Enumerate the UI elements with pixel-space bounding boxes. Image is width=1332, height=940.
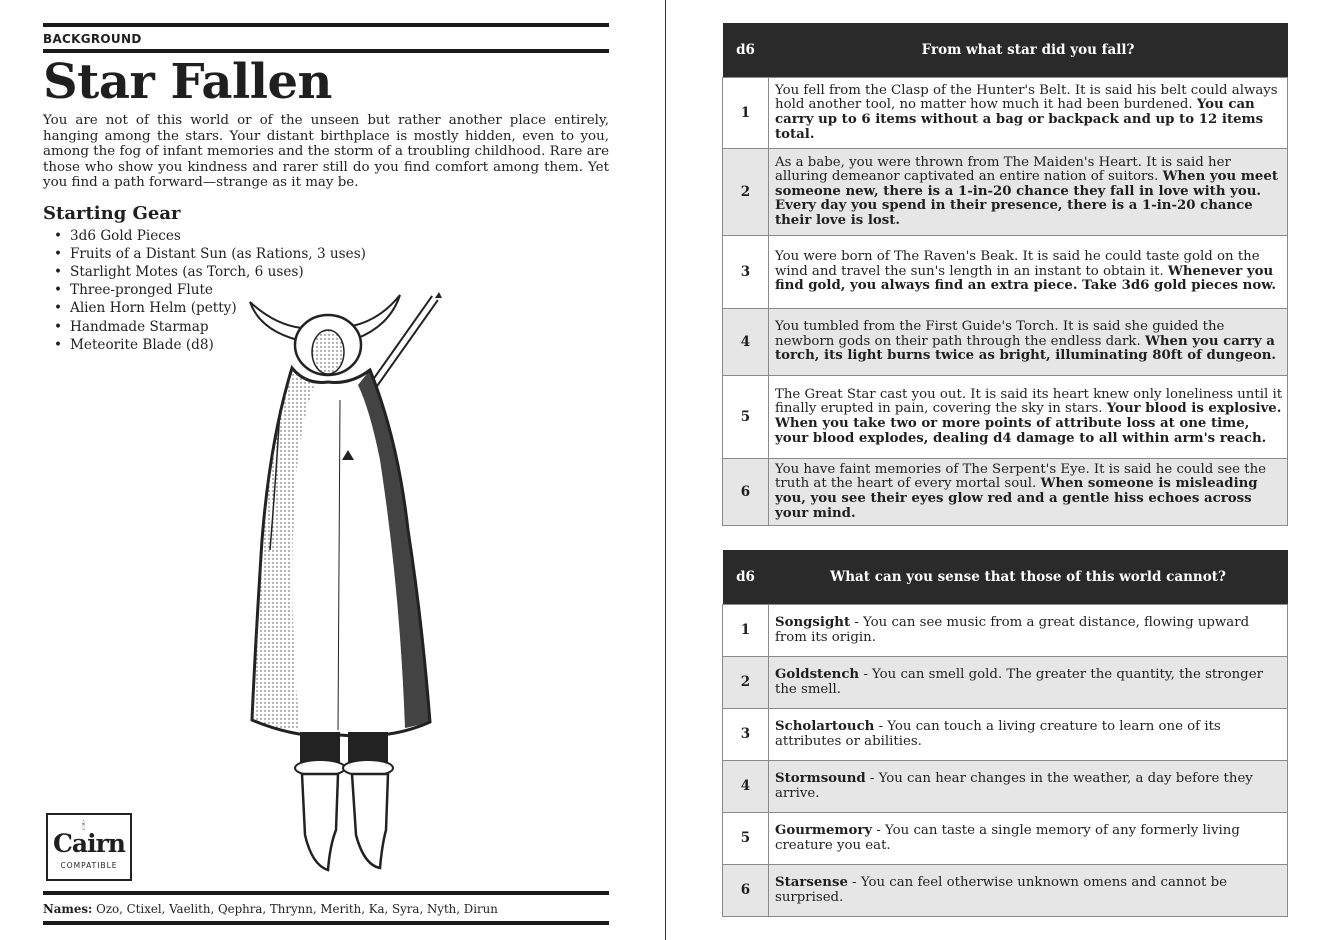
row-plain: The Great Star cast you out. It is said its heart knew only loneliness until it finally erupted in pain, covering the sky in stars. [775, 386, 1283, 417]
table-header [723, 550, 1288, 605]
table-header [723, 23, 1288, 78]
roll-number: 3 [723, 709, 769, 761]
table-row [723, 709, 1288, 761]
section-kicker: BACKGROUND [43, 32, 142, 46]
table-row [723, 865, 1288, 917]
row-plain: - You can see music from a great distance, flowing upward from its origin. [775, 614, 1250, 645]
names-bottom-rule [43, 921, 609, 925]
top-rule [43, 23, 609, 27]
gear-item: • Three-pronged Flute [54, 281, 609, 299]
gear-item: • 3d6 Gold Pieces [54, 227, 609, 245]
row-bold: When you meet someone new, there is a 1-in-20 chance they fall in love with you. Every day you spend in their presence, there is a 1-in-20 chance their love is lost. [775, 169, 1278, 228]
question-header: From what star did you fall? [769, 23, 1288, 78]
table-row [723, 813, 1288, 865]
row-text [769, 459, 1288, 526]
table-row [723, 761, 1288, 813]
cairn-compatible-logo [46, 813, 132, 881]
gear-item: • Handmade Starmap [54, 318, 609, 336]
names-line [43, 895, 609, 921]
row-bold: You can carry up to 6 items without a bag or backpack and up to 12 items total. [775, 97, 1264, 142]
roll-number: 2 [723, 149, 769, 236]
row-bold: When someone is misleading you, you see their eyes glow red and a gentle hiss echoes across your mind. [775, 476, 1258, 521]
row-bold: Whenever you find gold, you always find an extra piece. Take 3d6 gold pieces now. [775, 263, 1276, 294]
table-row [723, 236, 1288, 309]
roll-number: 5 [723, 376, 769, 459]
roll-number: 4 [723, 761, 769, 813]
table-row [723, 459, 1288, 526]
logo-word: Cairn [53, 829, 125, 858]
row-text [769, 78, 1288, 149]
star-origin-table [722, 23, 1288, 526]
sense-table [722, 550, 1288, 917]
row-text [769, 709, 1288, 761]
gear-item: • Alien Horn Helm (petty) [54, 299, 609, 317]
row-bold: Songsight [775, 614, 851, 630]
table-row [723, 309, 1288, 376]
gear-item: • Meteorite Blade (d8) [54, 336, 609, 354]
row-text [769, 657, 1288, 709]
names-list: Ozo, Ctixel, Vaelith, Qephra, Thrynn, Merith, Ka, Syra, Nyth, Dirun [96, 902, 498, 916]
roll-number: 5 [723, 813, 769, 865]
row-text [769, 309, 1288, 376]
row-text [769, 813, 1288, 865]
row-plain: You tumbled from the First Guide's Torch. It is said she guided the newborn gods on their path through the endless dark. [775, 319, 1225, 349]
roll-number: 6 [723, 865, 769, 917]
roll-number: 1 [723, 605, 769, 657]
row-plain: - You can feel otherwise unknown omens and cannot be surprised. [775, 874, 1228, 905]
table-row [723, 149, 1288, 236]
table-row [723, 376, 1288, 459]
die-header: d6 [723, 550, 769, 605]
row-plain: - You can touch a living creature to learn one of its attributes or abilities. [775, 718, 1221, 749]
gear-item: • Fruits of a Distant Sun (as Rations, 3 uses) [54, 245, 609, 263]
flame-icon: 🕯 [82, 819, 86, 832]
page-spine [665, 0, 666, 940]
roll-number: 3 [723, 236, 769, 309]
row-text [769, 761, 1288, 813]
row-text [769, 376, 1288, 459]
table-row [723, 78, 1288, 149]
roll-number: 1 [723, 78, 769, 149]
row-bold: Starsense [775, 874, 848, 890]
row-plain: You were born of The Raven's Beak. It is said he could taste gold on the wind and travel the sun's length in an instant to obtain it. [775, 249, 1260, 279]
row-plain: - You can hear changes in the weather, a day before they arrive. [775, 770, 1253, 801]
names-label: Names: [43, 902, 93, 916]
roll-number: 4 [723, 309, 769, 376]
row-bold: Your blood is explosive. When you take two or more points of attribute loss at one time, your blood explodes, dealing d4 damage to all within arm's reach. [775, 401, 1282, 446]
die-header: d6 [723, 23, 769, 78]
row-text [769, 605, 1288, 657]
row-plain: You have faint memories of The Serpent's Eye. It is said he could see the truth at the heart of every mortal soul. [775, 461, 1267, 492]
cloaked-figure-illustration [240, 290, 460, 880]
row-plain: - You can taste a single memory of any formerly living creature you eat. [775, 822, 1240, 853]
row-text [769, 236, 1288, 309]
row-text [769, 149, 1288, 236]
row-plain: As a babe, you were thrown from The Maiden's Heart. It is said her alluring demeanor captivated an entire nation of suitors. [775, 154, 1231, 185]
table-row [723, 605, 1288, 657]
logo-subtitle: COMPATIBLE [60, 861, 118, 870]
row-bold: Scholartouch [775, 718, 875, 734]
question-header: What can you sense that those of this world cannot? [769, 550, 1288, 605]
row-text [769, 865, 1288, 917]
row-bold: When you carry a torch, its light burns twice as bright, illuminating 80ft of dungeon. [775, 333, 1276, 364]
page-title: Star Fallen [43, 54, 332, 110]
table-row [723, 657, 1288, 709]
row-plain: You fell from the Clasp of the Hunter's Belt. It is said his belt could always hold another tool, no matter how much it had been burdened. [775, 82, 1278, 113]
row-bold: Goldstench [775, 666, 860, 682]
row-bold: Stormsound [775, 770, 866, 786]
gear-heading: Starting Gear [43, 202, 181, 224]
names-footer [43, 891, 609, 925]
gear-item: • Starlight Motes (as Torch, 6 uses) [54, 263, 609, 281]
intro-paragraph: You are not of this world or of the unseen but rather another place entirely, hanging among the stars. Your distant birthplace is mostly hidden, even to you, among the fog of infant memories and the storm of a troubling childhood. Rare are those who show you kindness and rarer still do you find comfort among them. Yet you find a path forward—strange as it may be. [43, 113, 609, 190]
roll-number: 2 [723, 657, 769, 709]
row-plain: - You can smell gold. The greater the quantity, the stronger the smell. [775, 666, 1263, 697]
roll-number: 6 [723, 459, 769, 526]
row-bold: Gourmemory [775, 822, 873, 838]
